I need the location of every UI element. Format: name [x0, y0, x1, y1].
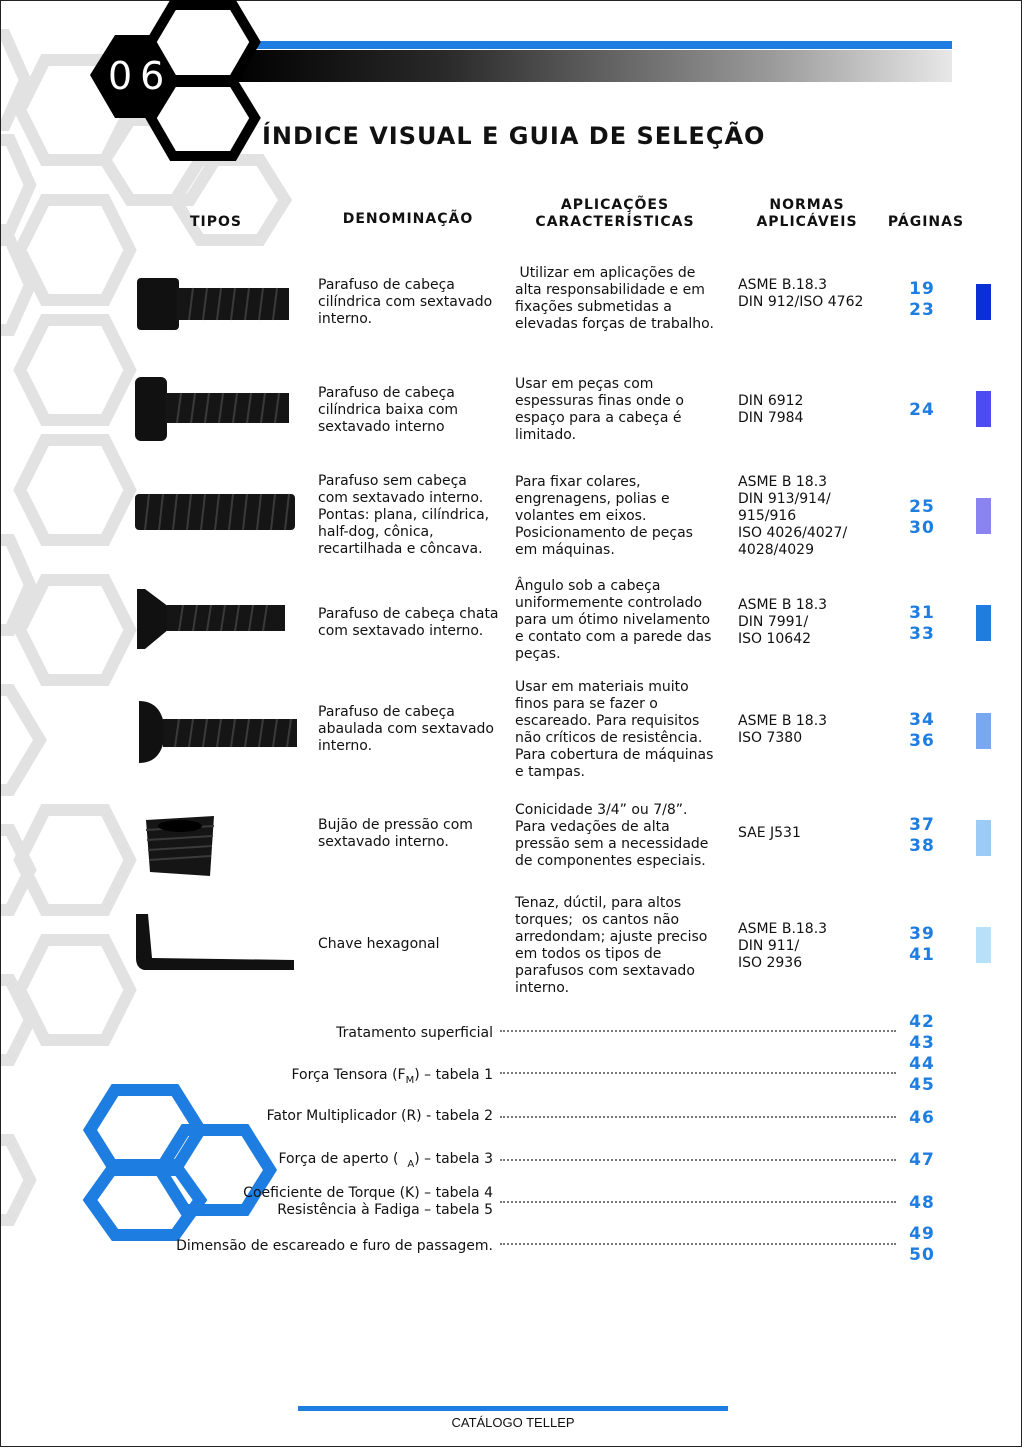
product-name-line: Parafuso de cabeça [318, 704, 455, 720]
index-entry-pages[interactable] [896, 1150, 948, 1171]
product-pages-line: 34 [909, 710, 935, 730]
index-leader-dots [500, 1159, 896, 1161]
product-name [318, 817, 498, 851]
product-application-line: alta responsabilidade e em [515, 282, 705, 298]
index-leader-dots [500, 1030, 896, 1032]
index-entry-label[interactable] [336, 1025, 493, 1042]
product-pages-line: 19 [909, 279, 935, 299]
product-application [515, 679, 715, 781]
product-application-line: Ângulo sob a cabeça [515, 578, 661, 594]
index-page-number: 44 [909, 1054, 935, 1074]
product-application-line: Para cobertura de máquinas [515, 747, 714, 763]
product-application-line: Posicionamento de peças [515, 525, 693, 541]
product-application-line: de componentes especiais. [515, 853, 706, 869]
product-application-line: finos para se fazer o [515, 696, 658, 712]
header-blue-bar [250, 41, 952, 49]
index-page-number: 46 [909, 1108, 935, 1128]
product-pages[interactable] [896, 603, 948, 645]
product-pages[interactable] [896, 497, 948, 539]
product-pages-line: 23 [909, 300, 935, 320]
product-standards-line: DIN 7991/ [738, 614, 809, 630]
product-standards-line: DIN 911/ [738, 938, 800, 954]
product-application-line: limitado. [515, 427, 577, 443]
product-pages-line: 30 [909, 518, 935, 538]
product-name-line: cilíndrica com sextavado [318, 294, 493, 310]
index-label-text: ) – tabela 3 [414, 1151, 493, 1167]
index-entry-pages[interactable] [896, 1193, 948, 1214]
product-name-line: half-dog, cônica, [318, 524, 434, 540]
product-application [515, 474, 715, 559]
product-application-line: para um ótimo nivelamento [515, 612, 711, 628]
product-pages-line: 33 [909, 624, 935, 644]
product-application-line: peças. [515, 646, 561, 662]
index-leader-dots [500, 1116, 896, 1118]
product-name-line: Parafuso sem cabeça [318, 473, 467, 489]
col-header-aplicacoes-line1: APLICAÇÕES [560, 197, 670, 213]
product-application-line: em máquinas. [515, 542, 615, 558]
product-name-line: Pontas: plana, cilíndrica, [318, 507, 490, 523]
index-label-text: Tratamento superficial [336, 1025, 493, 1041]
product-application [515, 376, 715, 444]
product-standards-line: ISO 4026/4027/ [738, 525, 848, 541]
product-application-line: espaço para a cabeça é [515, 410, 682, 426]
product-application [515, 802, 715, 870]
product-application-line: Utilizar em aplicações de [515, 265, 696, 281]
product-standards-line: 915/916 [738, 508, 797, 524]
product-name-line: abaulada com sextavado [318, 721, 494, 737]
index-label-text: Força de aperto ( [278, 1151, 408, 1167]
product-name [318, 277, 498, 328]
hex-key-icon [130, 908, 300, 978]
col-header-normas [740, 197, 874, 231]
index-label-line: Resistência à Fadiga – tabela 5 [277, 1202, 493, 1218]
product-application-line: fixações submetidas a [515, 299, 672, 315]
index-label-text: Fator Multiplicador (R) - tabela 2 [266, 1108, 493, 1124]
header-gradient-bar [230, 50, 952, 82]
product-application-line: e tampas. [515, 764, 585, 780]
product-application-line: arredondam; ajuste preciso [515, 929, 708, 945]
product-name-line: Parafuso de cabeça chata [318, 606, 499, 622]
product-name [318, 936, 498, 953]
index-label-text: Força Tensora (F [291, 1067, 406, 1083]
product-application-line: Usar em peças com [515, 376, 654, 392]
section-number: 06 [108, 54, 173, 98]
product-application-line: em todos os tipos de [515, 946, 662, 962]
product-pages-line: 36 [909, 731, 935, 751]
index-entry-label[interactable] [243, 1185, 493, 1219]
low-head-cap-screw-icon [133, 375, 293, 445]
row-color-swatch [976, 498, 991, 534]
product-standards-line: ISO 7380 [738, 730, 803, 746]
product-standards-line: DIN 913/914/ [738, 491, 831, 507]
row-color-swatch [976, 284, 991, 320]
index-page-number: 50 [909, 1245, 935, 1265]
product-name-line: Parafuso de cabeça [318, 385, 455, 401]
product-application-line: Conicidade 3/4” ou 7/8”. [515, 802, 688, 818]
col-header-paginas: PÁGINAS [887, 214, 965, 230]
product-name-line: sextavado interno [318, 419, 445, 435]
index-entry-pages[interactable] [896, 1224, 948, 1266]
index-leader-dots [500, 1201, 896, 1203]
product-pages-line: 38 [909, 836, 935, 856]
index-entry-label[interactable] [278, 1151, 493, 1173]
product-name [318, 606, 498, 640]
product-name-line: Chave hexagonal [318, 936, 440, 952]
product-name [318, 704, 498, 755]
product-pages[interactable] [896, 815, 948, 857]
product-application-line: Usar em materiais muito [515, 679, 689, 695]
product-application-line: torques; os cantos não [515, 912, 680, 928]
index-leader-dots [500, 1243, 896, 1245]
product-name-line: Parafuso de cabeça [318, 277, 455, 293]
product-standards-line: ASME B 18.3 [738, 597, 828, 613]
col-header-denominacao: DENOMINAÇÃO [342, 211, 474, 227]
product-name-line: Bujão de pressão com [318, 817, 473, 833]
product-application-line: elevadas forças de trabalho. [515, 316, 714, 332]
product-standards-line: ASME B 18.3 [738, 474, 828, 490]
index-leader-dots [500, 1072, 896, 1074]
product-standards [738, 825, 878, 842]
product-standards-line: 4028/4029 [738, 542, 814, 558]
product-name-line: recartilhada e côncava. [318, 541, 483, 557]
product-application-line: Para fixar colares, [515, 474, 641, 490]
product-standards-line: ISO 10642 [738, 631, 812, 647]
product-application [515, 265, 715, 333]
product-application-line: e contato com a parede das [515, 629, 712, 645]
product-standards-line: DIN 7984 [738, 410, 804, 426]
product-application-line: escareado. Para requisitos [515, 713, 700, 729]
footer-catalog-name: CATÁLOGO TELLEP [451, 1415, 575, 1430]
product-pages[interactable] [896, 924, 948, 966]
product-application-line: Para vedações de alta [515, 819, 670, 835]
product-standards [738, 921, 878, 972]
index-entry-label[interactable] [291, 1067, 493, 1089]
footer-bar [298, 1406, 728, 1411]
product-name [318, 473, 498, 558]
product-application-line: não críticos de resistência. [515, 730, 703, 746]
index-page-number: 49 [909, 1224, 935, 1244]
product-standards [738, 474, 878, 559]
flat-head-screw-icon [133, 585, 293, 655]
product-name-line: interno. [318, 311, 373, 327]
index-page-number: 45 [909, 1075, 935, 1095]
row-color-swatch [976, 713, 991, 749]
product-standards-line: ISO 2936 [738, 955, 803, 971]
product-application-line: uniformemente controlado [515, 595, 703, 611]
product-standards-line: ASME B 18.3 [738, 713, 828, 729]
product-application [515, 895, 715, 997]
index-label-subscript: A [407, 1158, 415, 1170]
product-pages-line: 39 [909, 924, 935, 944]
index-page-number: 48 [909, 1193, 935, 1213]
col-header-tipos: TIPOS [189, 214, 242, 230]
set-screw-icon [133, 488, 298, 538]
socket-head-cap-screw-icon [133, 270, 293, 340]
product-name-line: interno. [318, 738, 373, 754]
product-application-line: pressão sem a necessidade [515, 836, 709, 852]
col-header-aplicacoes-line2: CARACTERÍSTICAS [535, 214, 695, 230]
product-standards-line: ASME B.18.3 [738, 277, 828, 293]
index-entry-pages[interactable] [896, 1054, 948, 1096]
product-pages[interactable] [896, 400, 948, 421]
index-entry-label[interactable] [267, 1108, 493, 1125]
row-color-swatch [976, 927, 991, 963]
index-label-subscript: M [405, 1074, 415, 1086]
product-application-line: engrenagens, polias e [515, 491, 670, 507]
product-standards [738, 713, 878, 747]
product-standards-line: ASME B.18.3 [738, 921, 828, 937]
product-name-line: sextavado interno. [318, 834, 449, 850]
index-label-text: ) – tabela 1 [414, 1067, 493, 1083]
product-name [318, 385, 498, 436]
product-standards [738, 277, 878, 311]
index-page-number: 43 [909, 1033, 935, 1053]
product-pages[interactable] [896, 710, 948, 752]
row-color-swatch [976, 391, 991, 427]
product-standards [738, 597, 878, 648]
product-application-line: Tenaz, dúctil, para altos [515, 895, 682, 911]
product-standards-line: DIN 6912 [738, 393, 804, 409]
index-entry-label[interactable] [176, 1238, 493, 1255]
row-color-swatch [976, 605, 991, 641]
product-name-line: com sextavado interno. [318, 490, 484, 506]
product-pages-line: 41 [909, 945, 935, 965]
pressure-plug-icon [140, 812, 220, 882]
product-application-line: espessuras finas onde o [515, 393, 684, 409]
product-name-line: cilíndrica baixa com [318, 402, 459, 418]
index-page-number: 42 [909, 1012, 935, 1032]
button-head-screw-icon [133, 695, 303, 770]
product-name-line: com sextavado interno. [318, 623, 484, 639]
product-pages[interactable] [896, 279, 948, 321]
product-pages-line: 31 [909, 603, 935, 623]
product-pages-line: 24 [909, 400, 935, 420]
index-label-text: Dimensão de escareado e furo de passagem. [176, 1238, 493, 1254]
col-header-aplicacoes [520, 197, 710, 231]
page-title: ÍNDICE VISUAL E GUIA DE SELEÇÃO [262, 122, 766, 150]
product-application-line: parafusos com sextavado [515, 963, 695, 979]
row-color-swatch [976, 820, 991, 856]
col-header-normas-line1: NORMAS [769, 197, 845, 213]
product-standards-line: SAE J531 [738, 825, 801, 841]
product-standards [738, 393, 878, 427]
index-entry-pages[interactable] [896, 1108, 948, 1129]
product-standards-line: DIN 912/ISO 4762 [738, 294, 864, 310]
product-application-line: volantes em eixos. [515, 508, 647, 524]
col-header-normas-line2: APLICÁVEIS [756, 214, 858, 230]
product-pages-line: 25 [909, 497, 935, 517]
product-application [515, 578, 715, 663]
index-page-number: 47 [909, 1150, 935, 1170]
index-entry-pages[interactable] [896, 1012, 948, 1054]
product-application-line: interno. [515, 980, 570, 996]
product-pages-line: 37 [909, 815, 935, 835]
index-label-line: Coeficiente de Torque (K) – tabela 4 [243, 1185, 493, 1201]
